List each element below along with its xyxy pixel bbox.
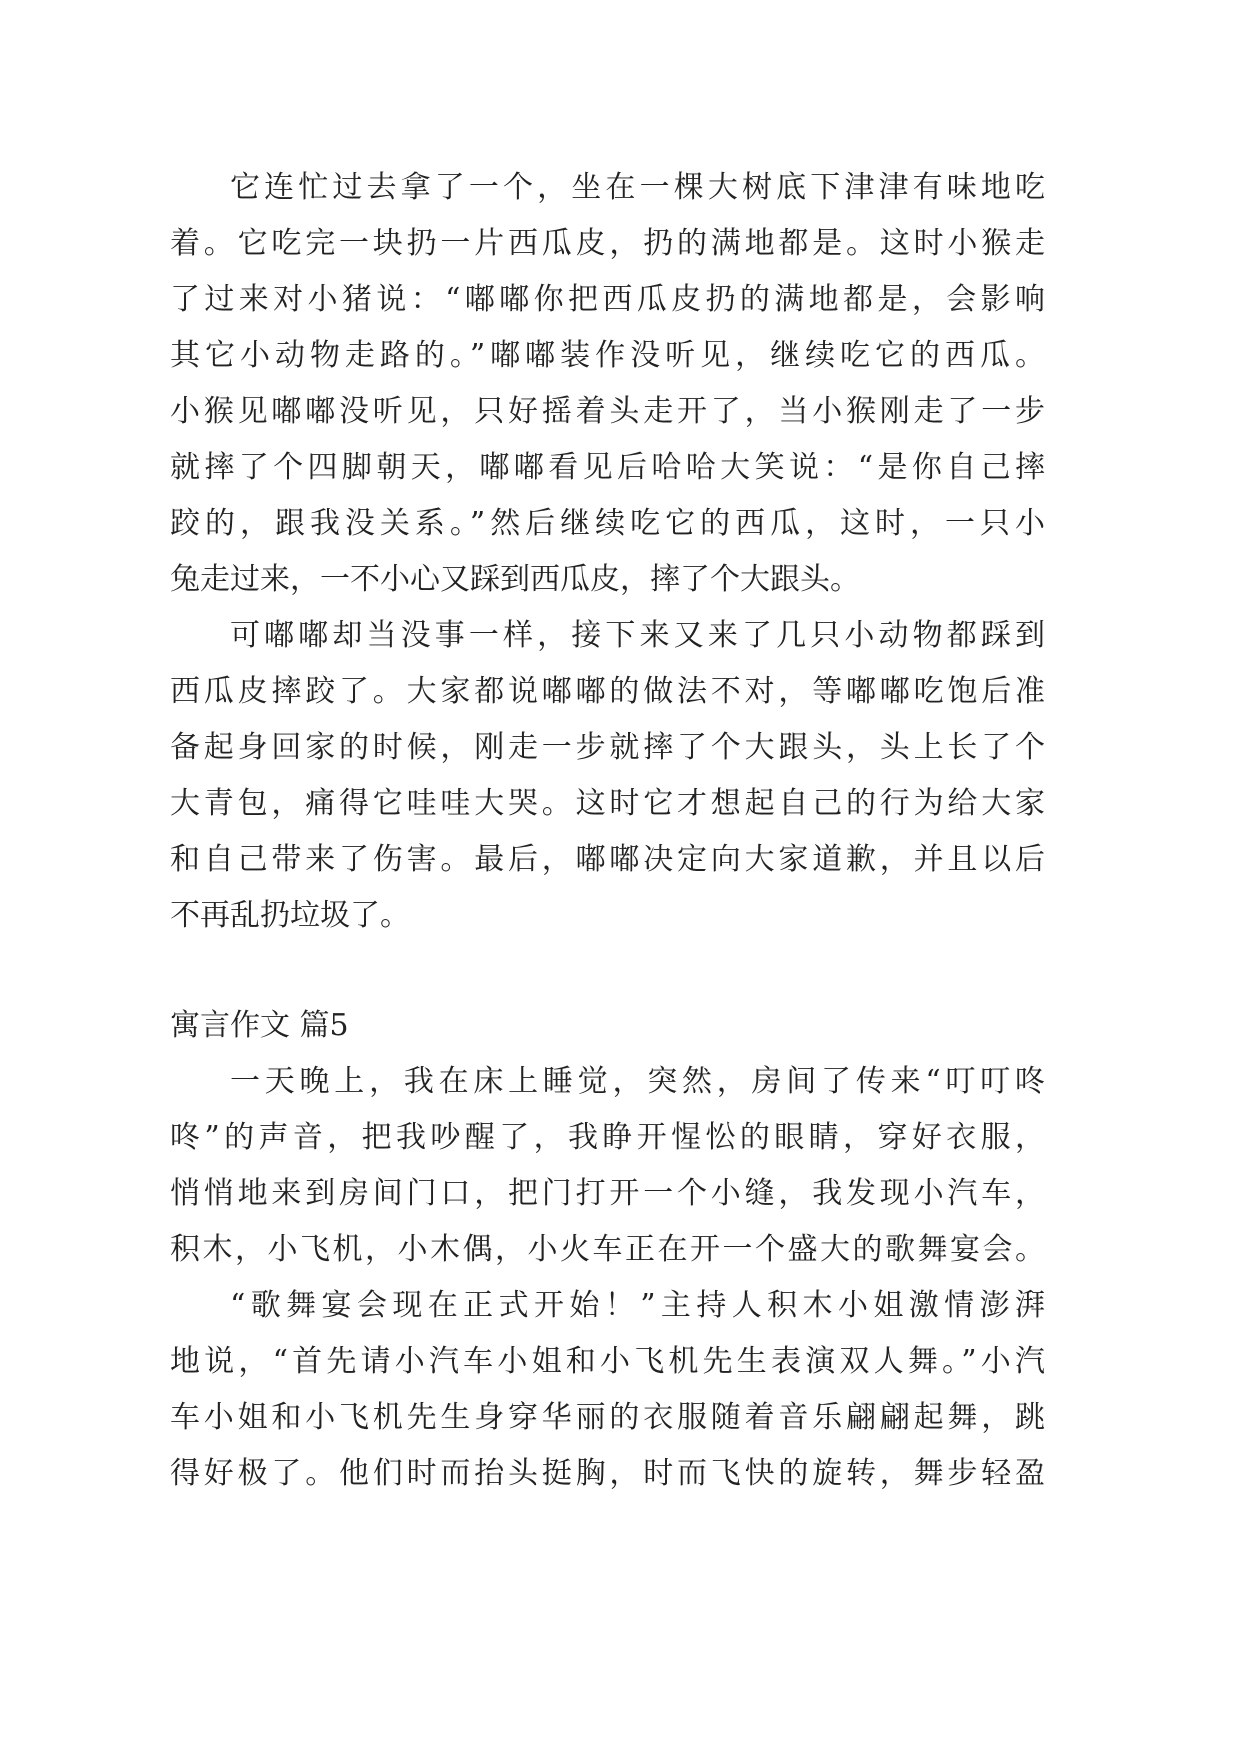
paragraph	[170, 1278, 1045, 1502]
text-line: 着。它吃完一块扔一片西瓜皮，扔的满地都是。这时小猴走	[170, 226, 1045, 261]
text-line: 跤的，跟我没关系。”然后继续吃它的西瓜，这时，一只小	[170, 506, 1045, 541]
text-line: 不再乱扔垃圾了。	[170, 898, 410, 933]
paragraph	[170, 1054, 1045, 1278]
text-line: 可嘟嘟却当没事一样，接下来又来了几只小动物都踩到	[230, 618, 1045, 653]
text-line: 西瓜皮摔跤了。大家都说嘟嘟的做法不对，等嘟嘟吃饱后准	[170, 674, 1045, 709]
text-line: 车小姐和小飞机先生身穿华丽的衣服随着音乐翩翩起舞，跳	[170, 1400, 1045, 1435]
section-heading: 寓言作文 篇5	[170, 1008, 349, 1043]
text-line: 其它小动物走路的。”嘟嘟装作没听见，继续吃它的西瓜。	[170, 338, 1045, 373]
paragraph	[170, 608, 1045, 944]
text-line: 大青包，痛得它哇哇大哭。这时它才想起自己的行为给大家	[170, 786, 1045, 821]
paragraph	[170, 160, 1045, 608]
text-line: 咚”的声音，把我吵醒了，我睁开惺忪的眼睛，穿好衣服，	[170, 1120, 1045, 1155]
text-line: 和自己带来了伤害。最后，嘟嘟决定向大家道歉，并且以后	[170, 842, 1045, 877]
text-line: 地说，“首先请小汽车小姐和小飞机先生表演双人舞。”小汽	[170, 1344, 1045, 1379]
text-line: 兔走过来，一不小心又踩到西瓜皮，摔了个大跟头。	[170, 562, 860, 597]
text-line: 就摔了个四脚朝天，嘟嘟看见后哈哈大笑说：“是你自己摔	[170, 450, 1045, 485]
text-line: 一天晚上，我在床上睡觉，突然，房间了传来“叮叮咚	[230, 1064, 1045, 1099]
text-line: 积木，小飞机，小木偶，小火车正在开一个盛大的歌舞宴会。	[170, 1232, 1045, 1267]
text-line: 备起身回家的时候，刚走一步就摔了个大跟头，头上长了个	[170, 730, 1045, 765]
text-line: 它连忙过去拿了一个，坐在一棵大树底下津津有味地吃	[230, 170, 1045, 205]
text-line: “歌舞宴会现在正式开始！”主持人积木小姐激情澎湃	[230, 1288, 1045, 1323]
document-body	[170, 160, 1045, 1502]
text-line: 悄悄地来到房间门口，把门打开一个小缝，我发现小汽车，	[170, 1176, 1045, 1211]
text-line: 了过来对小猪说：“嘟嘟你把西瓜皮扔的满地都是，会影响	[170, 282, 1045, 317]
text-line: 小猴见嘟嘟没听见，只好摇着头走开了，当小猴刚走了一步	[170, 394, 1045, 429]
text-line: 得好极了。他们时而抬头挺胸，时而飞快的旋转，舞步轻盈	[170, 1456, 1045, 1491]
